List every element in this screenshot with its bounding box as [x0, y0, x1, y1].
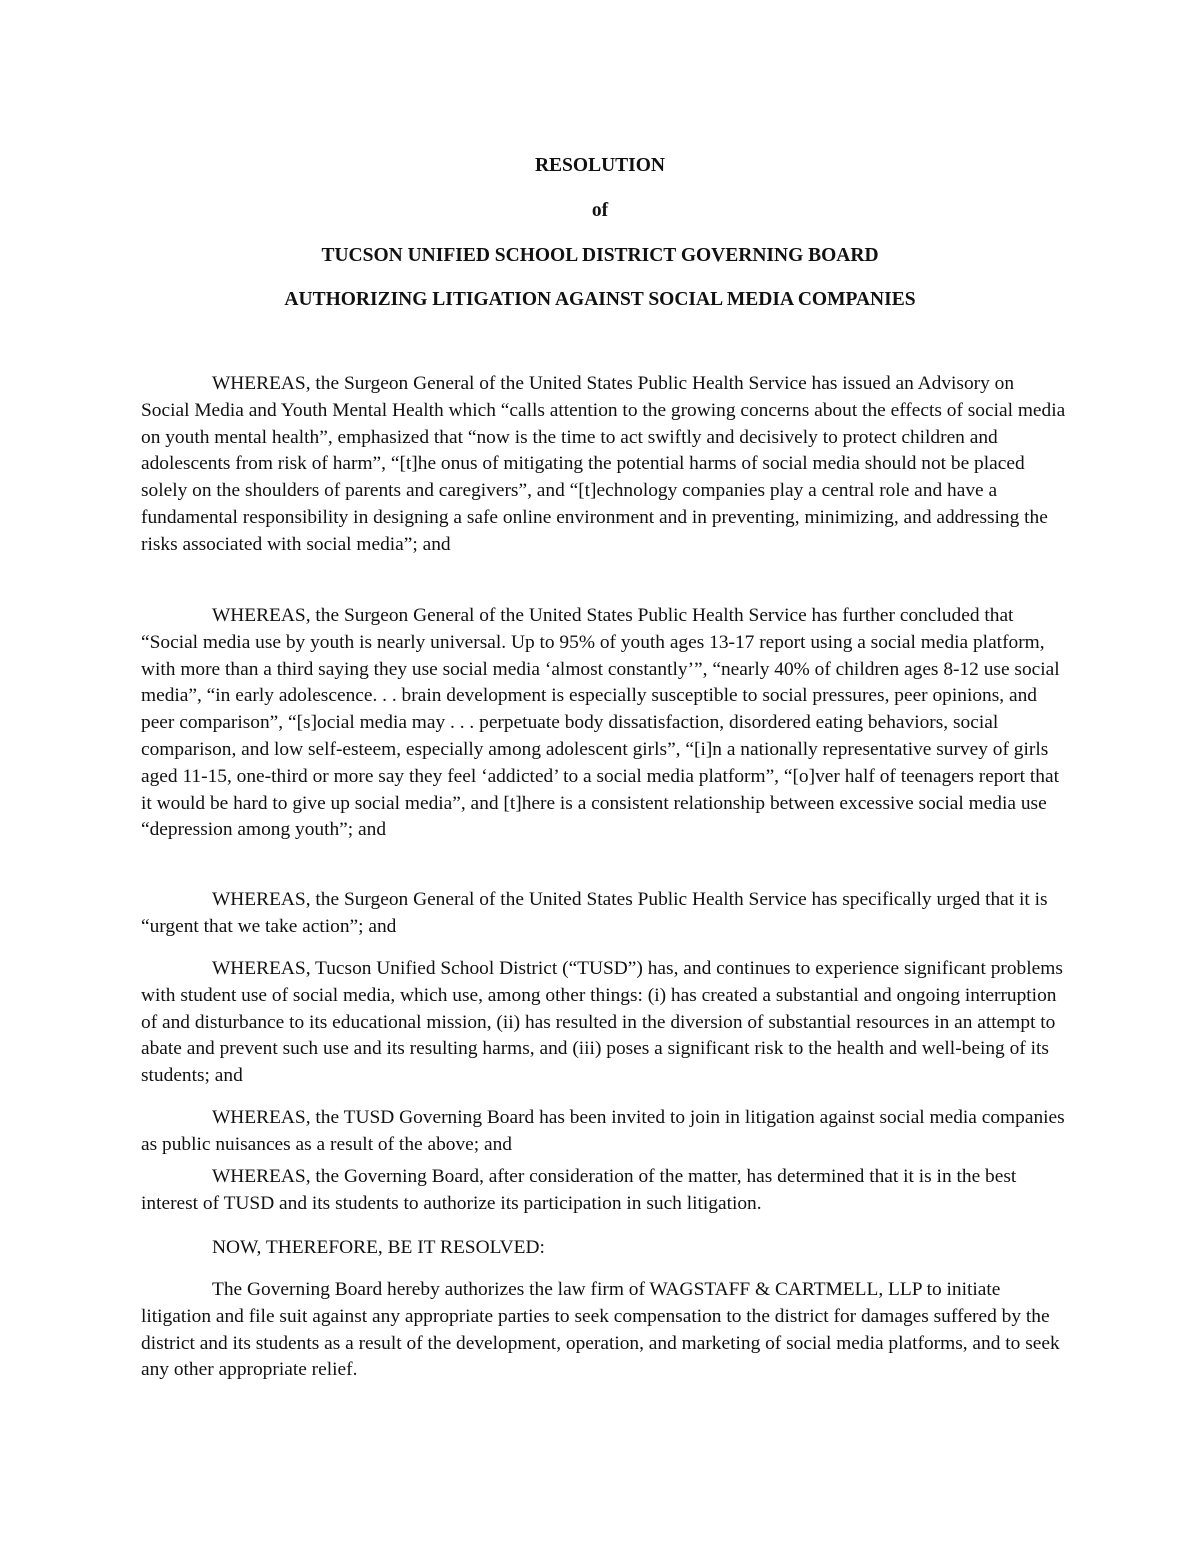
whereas-paragraph-determination: WHEREAS, the Governing Board, after consideration of the matter, has determined that it is in the best interest of TUSD and its students to authorize its participation in such litigation.: [141, 1166, 1017, 1214]
resolution-subject-heading: AUTHORIZING LITIGATION AGAINST SOCIAL MEDIA COMPANIES: [284, 289, 916, 310]
document-title: RESOLUTION: [534, 155, 666, 176]
board-name-heading: TUCSON UNIFIED SCHOOL DISTRICT GOVERNING BOARD: [321, 245, 879, 266]
whereas-paragraph-advisory: WHEREAS, the Surgeon General of the United States Public Health Service has issued an Advisory on Social Media and Youth Mental Health which “calls attention to the growing concerns about the effects of social media on youth mental health”, emphasized that “now is the time to act swiftly and decisively to protect children and adolescents from risk of harm”, “[t]he onus of mitigating the potential harms of social media should not be placed solely on the shoulders of parents and caregivers”, and “[t]echnology companies play a central role and have a fundamental responsibility in designing a safe online environment and in preventing, minimizing, and addressing the risks associated with social media”; and: [141, 373, 1066, 555]
resolved-clause: NOW, THEREFORE, BE IT RESOLVED:: [212, 1237, 545, 1258]
whereas-paragraph-invitation: WHEREAS, the TUSD Governing Board has been invited to join in litigation against social media companies as public nuisances as a result of the above; and: [141, 1107, 1065, 1155]
whereas-paragraph-findings: WHEREAS, the Surgeon General of the United States Public Health Service has further concluded that “Social media use by youth is nearly universal. Up to 95% of youth ages 13-17 report using a social media platform, with more than a third saying they use social media ‘almost constantly’”, “nearly 40% of children ages 8-12 use social media”, “in early adolescence. . . brain development is especially susceptible to social pressures, peer opinions, and peer comparison”, “[s]ocial media may . . . perpetuate body dissatisfaction, disordered eating behaviors, social comparison, and low self-esteem, especially among adolescent girls”, “[i]n a nationally representative survey of girls aged 11-15, one-third or more say they feel ‘addicted’ to a social media platform”, “[o]ver half of teenagers report that it would be hard to give up social media”, and [t]here is a consistent relationship between excessive social media use “depression among youth”; and: [141, 605, 1060, 841]
authorization-paragraph: The Governing Board hereby authorizes the law firm of WAGSTAFF & CARTMELL, LLP to initiate litigation and file suit against any appropriate parties to seek compensation to the district for damages suffered by the district and its students as a result of the development, operation, and marketing of social media platforms, and to seek any other appropriate relief.: [141, 1279, 1060, 1381]
whereas-paragraph-tusd-problems: WHEREAS, Tucson Unified School District (“TUSD”) has, and continues to experience significant problems with student use of social media, which use, among other things: (i) has created a substantial and ongoing interruption of and disturbance to its educational mission, (ii) has resulted in the diversion of substantial resources in an attempt to abate and prevent such use and its resulting harms, and (iii) poses a significant risk to the health and well-being of its students; and: [141, 958, 1063, 1087]
document-title-of: of: [591, 200, 609, 221]
whereas-paragraph-urgency: WHEREAS, the Surgeon General of the United States Public Health Service has specifically urged that it is “urgent that we take action”; and: [141, 889, 1048, 937]
